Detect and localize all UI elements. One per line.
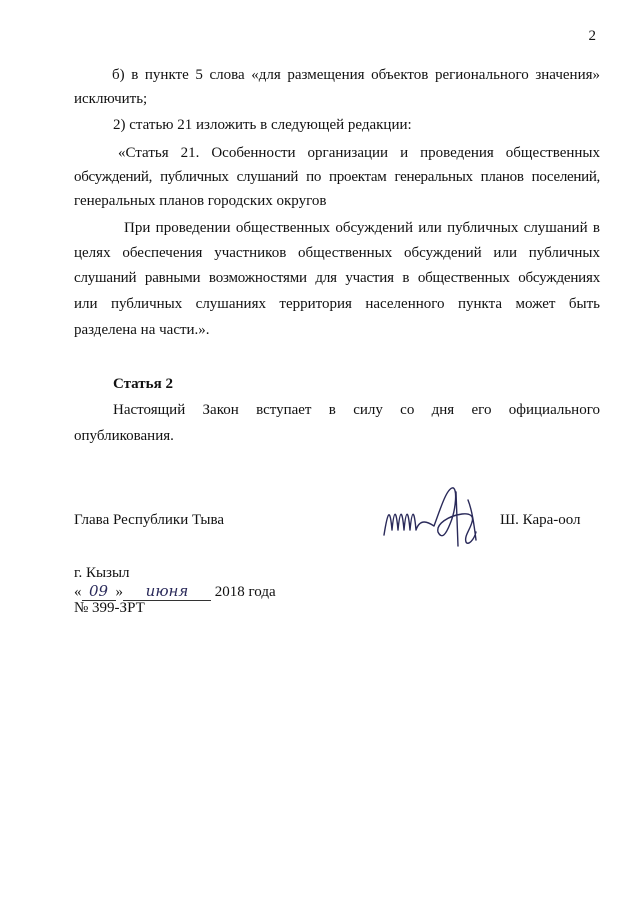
date-close-quote: » bbox=[115, 584, 123, 600]
page-number: 2 bbox=[588, 28, 596, 44]
signature-icon bbox=[378, 480, 490, 550]
amendment-2: 2) статью 21 изложить в следующей редакции: bbox=[113, 117, 412, 133]
date-line bbox=[74, 582, 276, 601]
article2-heading: Статья 2 bbox=[113, 376, 173, 392]
article21-title-line3: генеральных планов городских округов bbox=[74, 193, 327, 209]
article21-title-line2: обсуждений, публичных слушаний по проектам генеральных планов поселений, bbox=[74, 169, 600, 185]
date-month: июня bbox=[123, 582, 211, 601]
signatory-name: Ш. Кара-оол bbox=[500, 512, 581, 528]
date-day: 09 bbox=[82, 582, 116, 601]
signatory-position: Глава Республики Тыва bbox=[74, 512, 225, 528]
article21-body-line: целях обеспечения участников общественных обсуждений или публичных bbox=[74, 245, 600, 261]
law-number: № 399-ЗРТ bbox=[74, 600, 145, 616]
city: г. Кызыл bbox=[74, 565, 130, 581]
article21-body-line: разделена на части.». bbox=[74, 322, 210, 338]
article21-title-line1: «Статья 21. Особенности организации и проведения общественных bbox=[118, 145, 600, 161]
article21-body-line: При проведении общественных обсуждений или публичных слушаний в bbox=[124, 220, 600, 236]
article2-line2: опубликования. bbox=[74, 428, 174, 444]
amendment-b-line2: исключить; bbox=[74, 91, 148, 107]
article21-body-line: или публичных слушаниях территория населенного пункта может быть bbox=[74, 296, 600, 312]
date-year: 2018 года bbox=[214, 584, 276, 600]
date-open-quote: « bbox=[74, 584, 82, 600]
article21-body-line: слушаний равными возможностями для участия в общественных обсуждениях bbox=[74, 270, 600, 286]
amendment-b-line1: б) в пункте 5 слова «для размещения объектов регионального значения» bbox=[112, 67, 600, 83]
article2-line1: Настоящий Закон вступает в силу со дня его официального bbox=[113, 402, 600, 418]
